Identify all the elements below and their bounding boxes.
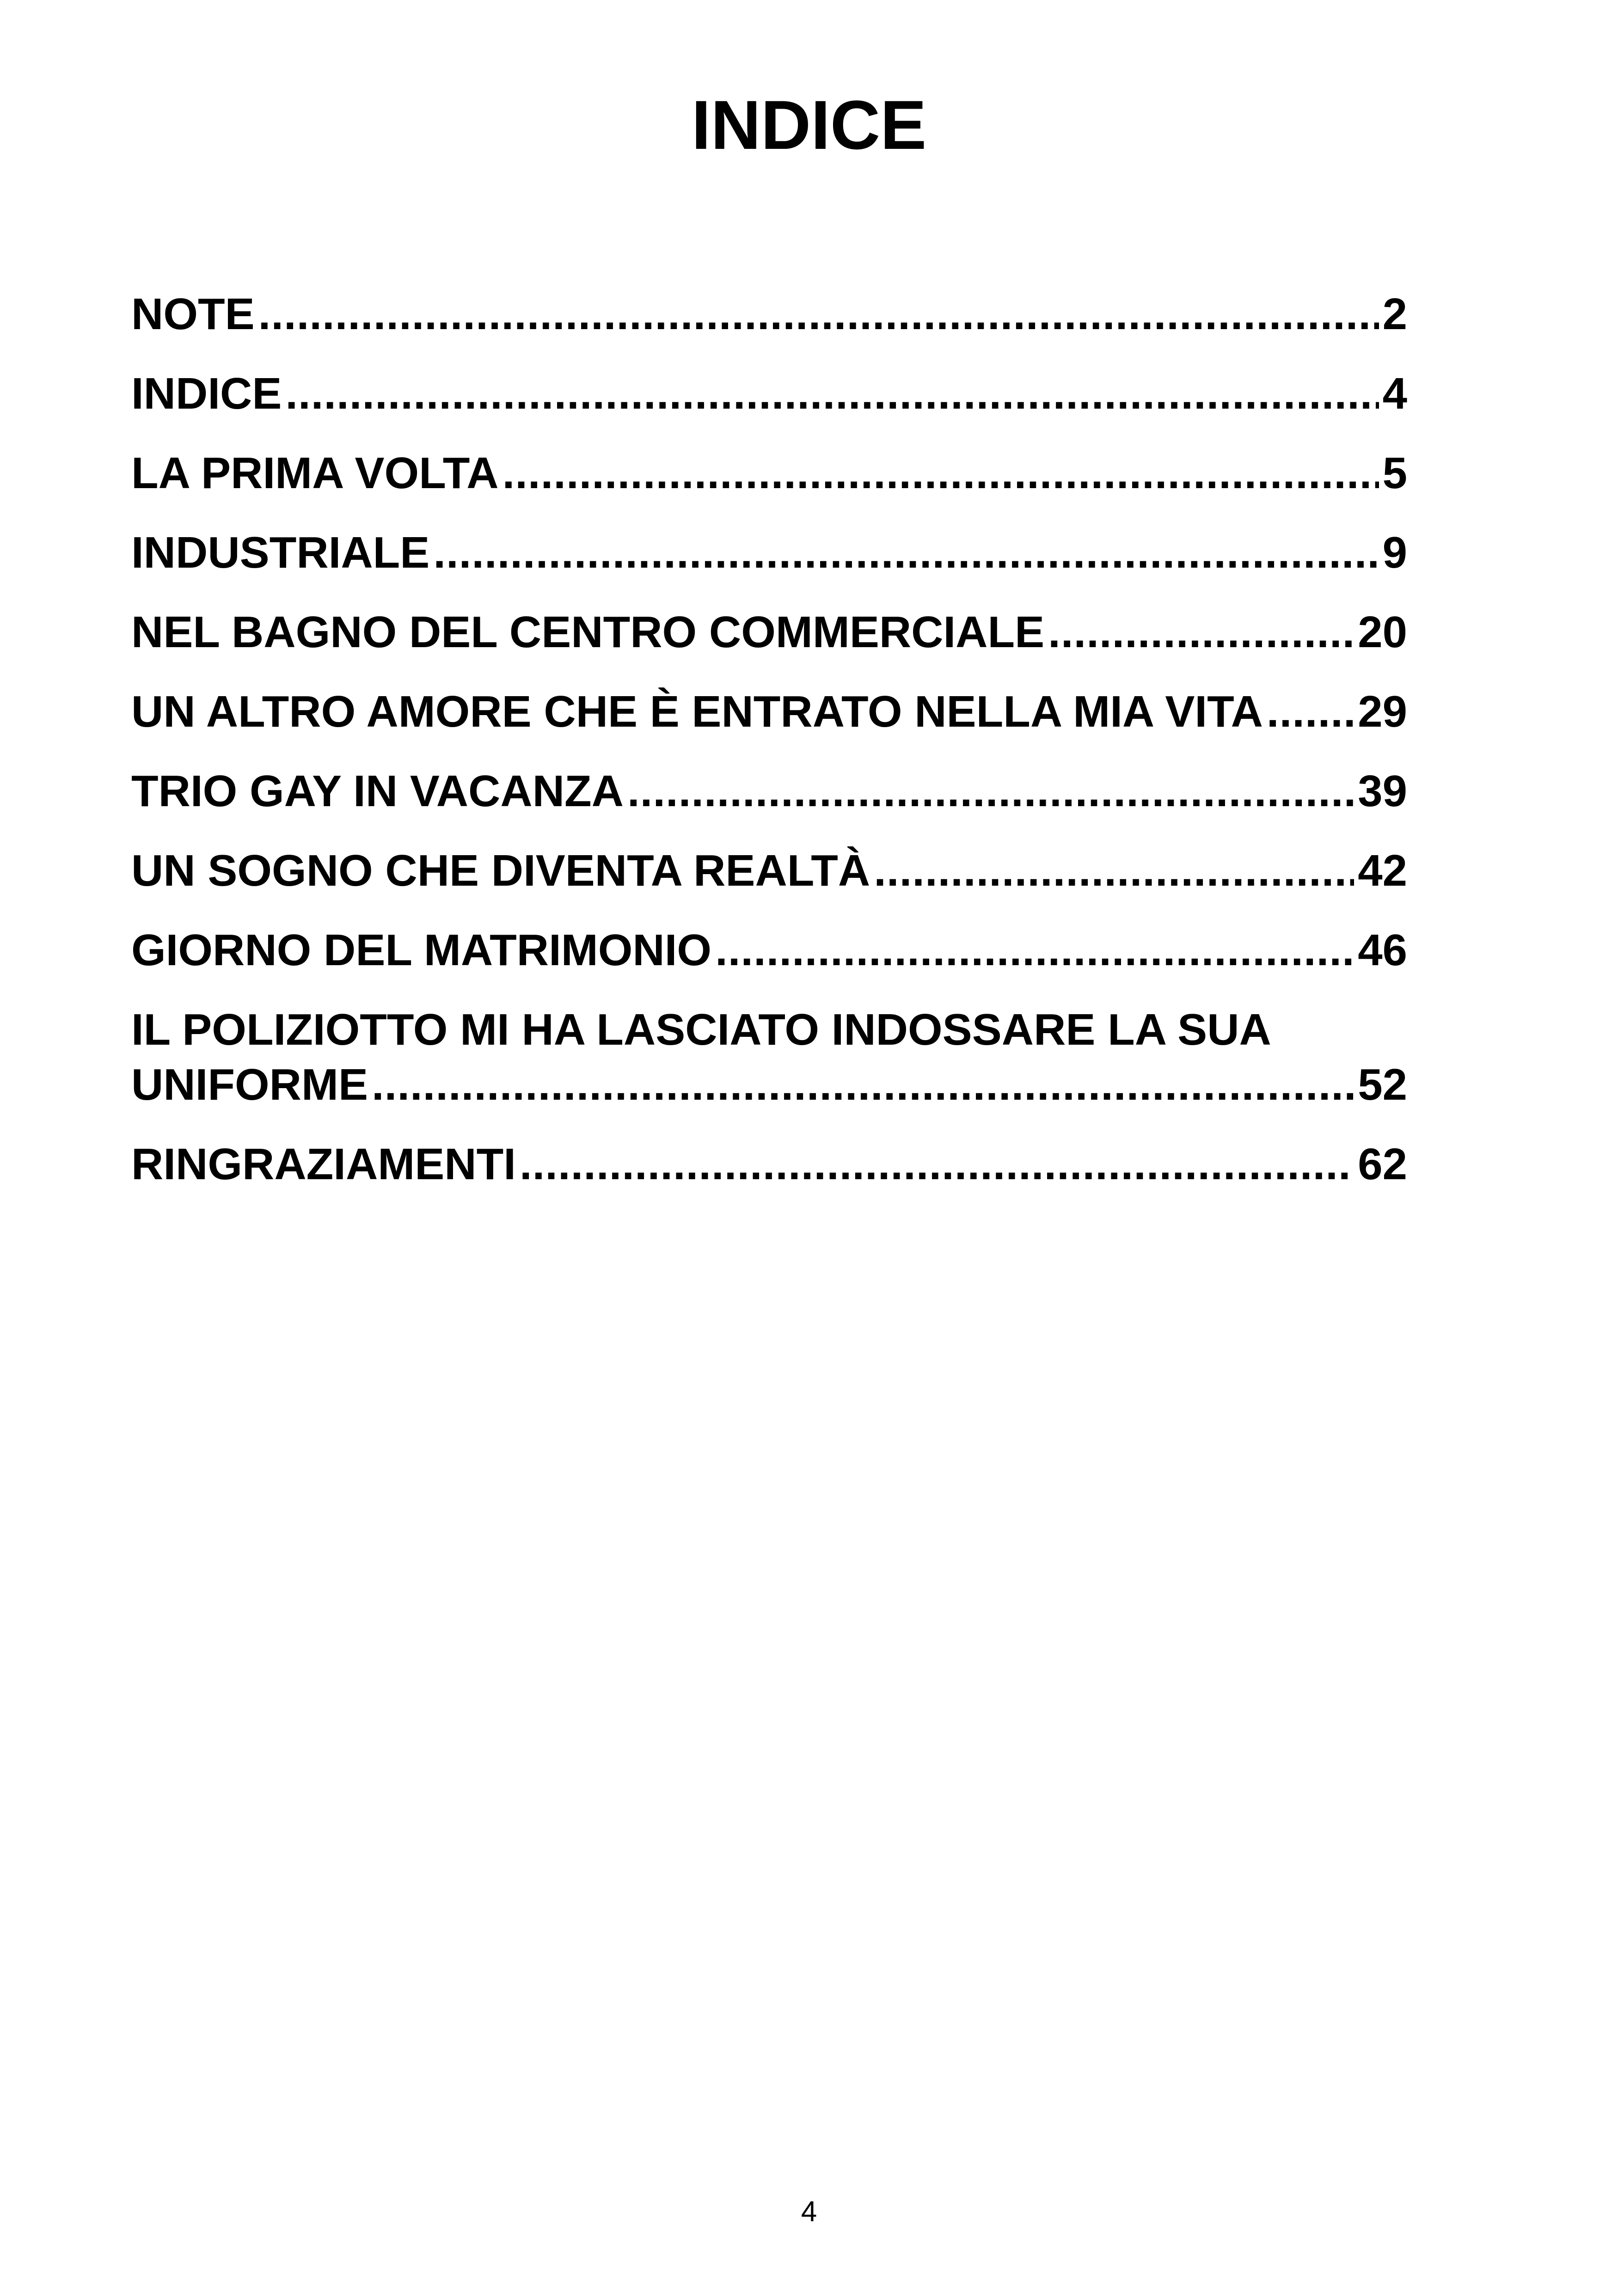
toc-entry-label: LA PRIMA VOLTA — [131, 448, 499, 498]
toc-entry-label: TRIO GAY IN VACANZA — [131, 766, 624, 816]
dot-leader — [874, 843, 1354, 898]
dot-leader — [715, 923, 1354, 978]
toc-entry-trio-gay[interactable] — [131, 764, 1407, 819]
dot-leader — [627, 764, 1354, 819]
toc-entry-page: 52 — [1358, 1060, 1407, 1109]
toc-entry-label: UN ALTRO AMORE CHE È ENTRATO NELLA MIA VITA — [131, 687, 1263, 736]
toc-entry-page: 29 — [1358, 687, 1407, 736]
dot-leader — [1267, 684, 1354, 739]
toc-entry-la-prima-volta[interactable] — [131, 446, 1407, 501]
dot-leader — [1048, 605, 1354, 660]
dot-leader — [520, 1137, 1354, 1192]
toc-entry-label: INDUSTRIALE — [131, 528, 430, 577]
toc-entry-page: 46 — [1358, 925, 1407, 975]
toc-entry-page: 9 — [1382, 528, 1407, 577]
toc-entry-un-altro-amore[interactable] — [131, 684, 1407, 739]
toc-entry-page: 2 — [1382, 289, 1407, 339]
toc-entry-page: 62 — [1358, 1139, 1407, 1189]
toc-entry-label: RINGRAZIAMENTI — [131, 1139, 516, 1189]
toc-entry-label: NOTE — [131, 289, 255, 339]
toc-entry-indice[interactable] — [131, 366, 1407, 421]
toc-entry-label: GIORNO DEL MATRIMONIO — [131, 925, 712, 975]
page-title: INDICE — [691, 86, 927, 164]
toc-entry-label: INDICE — [131, 369, 282, 418]
toc-entry-page: 42 — [1358, 846, 1407, 895]
toc-entry-note[interactable] — [131, 287, 1407, 342]
toc-entry-un-sogno[interactable] — [131, 843, 1407, 898]
toc-entry-il-poliziotto[interactable] — [131, 1002, 1407, 1112]
toc-entry-page: 5 — [1382, 448, 1407, 498]
toc-entry-label-line1: IL POLIZIOTTO MI HA LASCIATO INDOSSARE LA SUA — [131, 1005, 1271, 1054]
toc-entry-label: NEL BAGNO DEL CENTRO COMMERCIALE — [131, 607, 1045, 657]
page-number: 4 — [801, 2196, 817, 2228]
toc-entry-industriale[interactable] — [131, 525, 1407, 580]
toc-entry-nel-bagno[interactable] — [131, 605, 1407, 660]
toc-entry-giorno-del-matrimonio[interactable] — [131, 923, 1407, 978]
dot-leader — [372, 1057, 1354, 1112]
table-of-contents — [131, 287, 1407, 1216]
toc-entry-label: UN SOGNO CHE DIVENTA REALTÀ — [131, 846, 870, 895]
dot-leader — [258, 287, 1379, 342]
toc-entry-page: 39 — [1358, 766, 1407, 816]
toc-entry-page: 20 — [1358, 607, 1407, 657]
toc-entry-ringraziamenti[interactable] — [131, 1137, 1407, 1192]
toc-entry-page: 4 — [1382, 369, 1407, 418]
toc-entry-label-line2: UNIFORME — [131, 1060, 368, 1109]
dot-leader — [503, 446, 1379, 501]
dot-leader — [285, 366, 1379, 421]
dot-leader — [433, 525, 1379, 580]
